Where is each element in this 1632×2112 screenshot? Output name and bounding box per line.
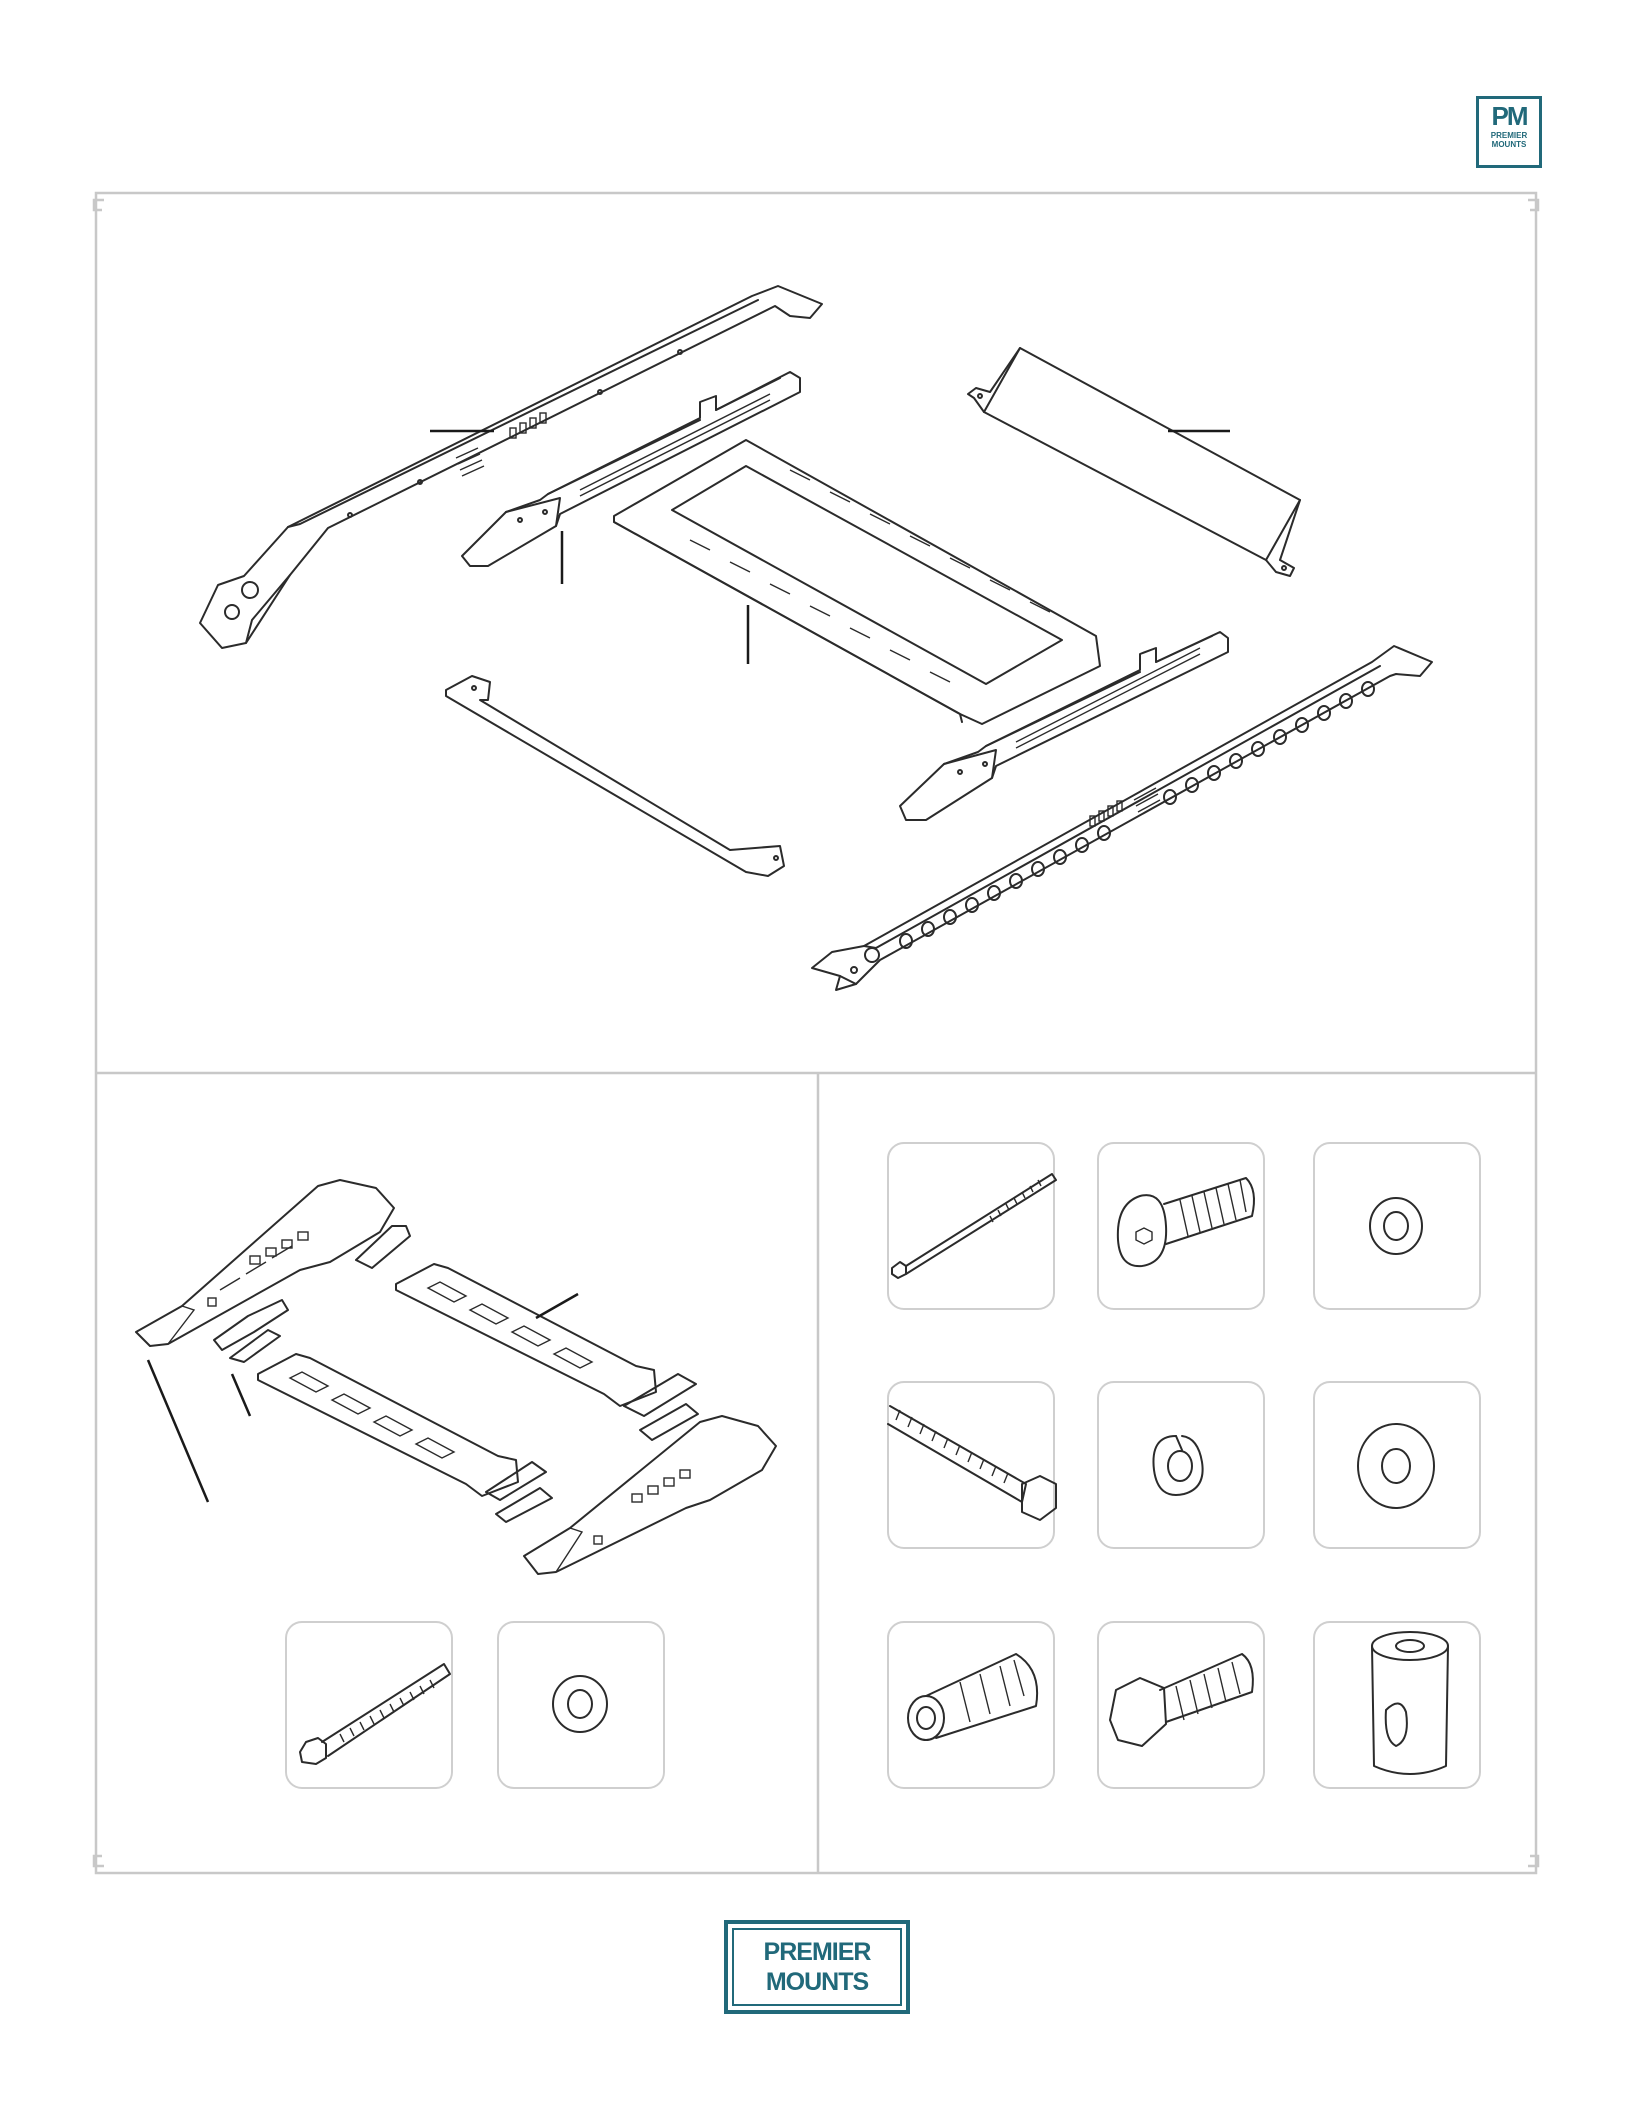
threaded-rod-icon bbox=[888, 1143, 1056, 1309]
adapter-arm-front bbox=[524, 1416, 776, 1574]
adapter-arm-back bbox=[136, 1180, 394, 1346]
frame-slots bbox=[690, 470, 1050, 682]
premier-mounts-logo-footer bbox=[724, 1920, 910, 2014]
washer-icon bbox=[498, 1622, 664, 1788]
adapter-plates bbox=[214, 1226, 698, 1522]
ladder-bracket-upper bbox=[396, 1264, 656, 1406]
hex-bolt-icon bbox=[1098, 1622, 1264, 1788]
barrel-nut-icon bbox=[1314, 1622, 1480, 1788]
split-lock-washer-icon bbox=[1098, 1382, 1264, 1548]
button-head-screw-icon bbox=[1098, 1143, 1264, 1309]
corner-ornaments bbox=[94, 200, 1538, 1866]
slide-bracket-left bbox=[462, 372, 800, 566]
logo-line2: MOUNTS bbox=[1491, 140, 1527, 149]
slide-bracket-right bbox=[900, 632, 1228, 820]
leader-ladder-bracket bbox=[536, 1294, 578, 1318]
main-parts bbox=[200, 286, 1432, 990]
footer-logo-line1: PREMIER bbox=[763, 1938, 871, 1966]
logo-monogram: PM bbox=[1491, 101, 1527, 131]
ladder-bracket-lower bbox=[258, 1354, 518, 1496]
flat-washer-icon bbox=[1314, 1143, 1480, 1309]
large-washer-icon bbox=[1314, 1382, 1480, 1548]
logo-line1: PREMIER bbox=[1490, 131, 1528, 140]
long-bolt-icon bbox=[286, 1622, 452, 1788]
rail-holes bbox=[900, 682, 1374, 948]
wall-anchor-icon bbox=[888, 1622, 1054, 1788]
footer-logo-line2: MOUNTS bbox=[765, 1968, 869, 1996]
tv-frame bbox=[614, 440, 1100, 724]
bottom-bar bbox=[446, 676, 784, 876]
hardware-kit bbox=[888, 1143, 1480, 1788]
leader-adapter-plate bbox=[232, 1374, 250, 1416]
adapter-kit bbox=[136, 1180, 776, 1788]
lag-bolt-icon bbox=[888, 1382, 1056, 1548]
left-rail bbox=[200, 286, 822, 648]
cover-plate bbox=[968, 348, 1300, 576]
leader-adapter-arm bbox=[148, 1360, 208, 1502]
